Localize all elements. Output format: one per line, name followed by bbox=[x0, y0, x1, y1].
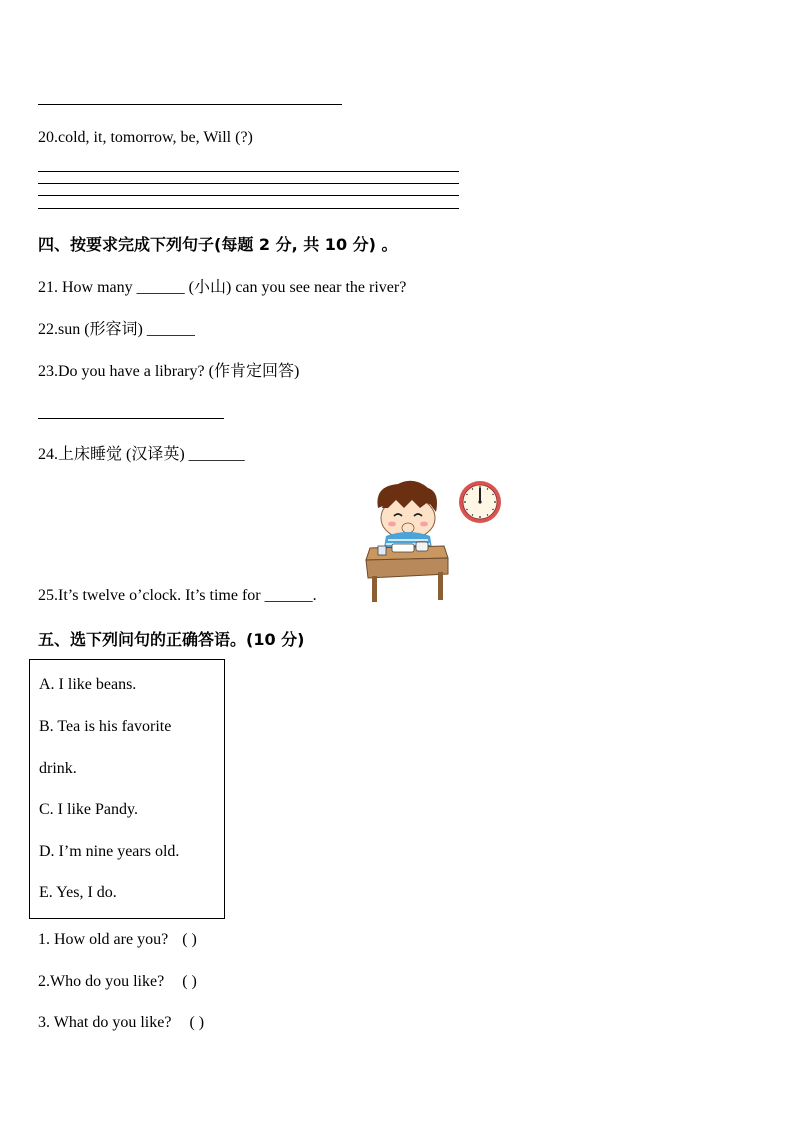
option-b-continued: drink. bbox=[39, 760, 77, 777]
question-20: 20.cold, it, tomorrow, be, Will (?) bbox=[38, 129, 253, 146]
clock-icon bbox=[459, 481, 501, 523]
question-24: 24.上床睡觉 (汉译英) _______ bbox=[38, 446, 245, 463]
answer-line bbox=[38, 195, 459, 196]
answer-parentheses[interactable]: ( ) bbox=[189, 1014, 205, 1031]
answer-line bbox=[38, 208, 459, 209]
answer-line bbox=[38, 183, 459, 184]
options-box bbox=[29, 659, 225, 919]
option-d: D. I’m nine years old. bbox=[39, 843, 180, 860]
option-b: B. Tea is his favorite bbox=[39, 718, 172, 735]
match-question-3 bbox=[38, 1014, 204, 1032]
question-23: 23.Do you have a library? (作肯定回答) bbox=[38, 363, 300, 380]
answer-line bbox=[38, 171, 459, 172]
match-question-2 bbox=[38, 973, 197, 991]
question-25: 25.It’s twelve o’clock. It’s time for ______. bbox=[38, 587, 317, 604]
question-text: 1. How old are you? bbox=[38, 931, 169, 948]
question-text: 3. What do you like? bbox=[38, 1014, 172, 1031]
answer-line bbox=[38, 104, 342, 105]
option-e: E. Yes, I do. bbox=[39, 884, 117, 901]
option-a: A. I like beans. bbox=[39, 676, 137, 693]
section-4-heading: 四、按要求完成下列句子(每题 2 分, 共 10 分) 。 bbox=[38, 235, 398, 254]
question-22: 22.sun (形容词) ______ bbox=[38, 321, 195, 338]
option-c: C. I like Pandy. bbox=[39, 801, 138, 818]
section-5-heading: 五、选下列问句的正确答语。(10 分) bbox=[38, 630, 305, 649]
question-text: 2.Who do you like? bbox=[38, 973, 165, 990]
boy-eating-illustration bbox=[364, 478, 509, 606]
question-21: 21. How many ______ (小山) can you see near the river? bbox=[38, 279, 407, 296]
answer-parentheses[interactable]: ( ) bbox=[182, 973, 197, 990]
answer-parentheses[interactable]: ( ) bbox=[182, 931, 197, 948]
match-question-1 bbox=[38, 931, 197, 949]
answer-line bbox=[38, 418, 224, 419]
